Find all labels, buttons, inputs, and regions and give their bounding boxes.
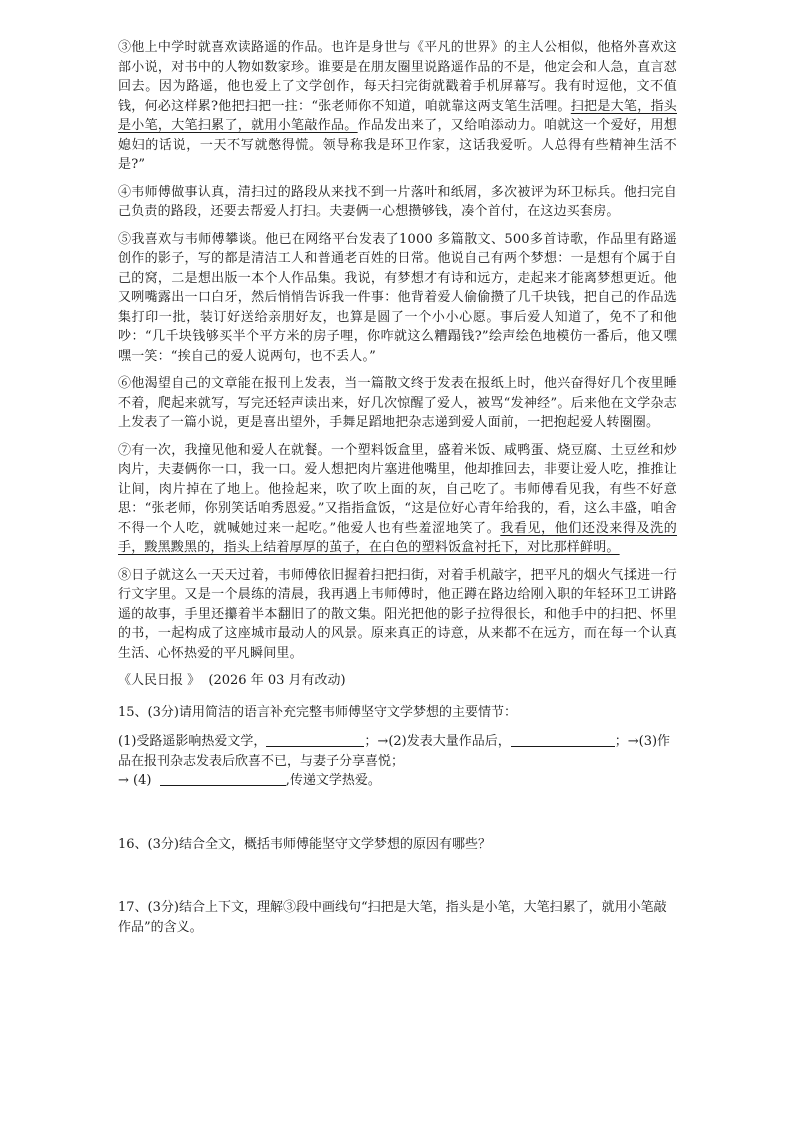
underlined-sentence-p7: 我看见，他们还没来得及洗的手，黢黑黢黑的，指头上结着厚厚的茧子，在白色的塑料饭盒衬托下，对比那样鲜明。 (118, 520, 677, 555)
paragraph-3-text-a: ③他上中学时就喜欢读路遥的作品。也许是身世与《平凡的世界》的主人公相似，他格外喜欢这部小说，对书中的人物如数家珍。谁要是在朋友圈里说路遥作品的不是，他定会和人急，直言怼回去。因为路遥，他也爱上了文学创作，每天扫完街就戳着手机屏幕写。我有时逗他，文不值钱，何必这样累?他把扫把一拄：“张老师你不知道，咱就靠这两支笔生活哩。 (118, 40, 677, 114)
question-15-stem: 15、(3分)请用简洁的语言补充完整韦师傅坚守文学梦想的主要情节： (118, 704, 517, 720)
paragraph-7 (118, 441, 677, 558)
paragraph-8: ⑧日子就这么一天天过着，韦师傅依旧握着扫把扫街，对着手机敲字，把平凡的烟火气揉进一行行文字里。又是一个晨练的清晨，我再遇上韦师傅时，他正蹲在路边给刚入职的年轻环卫工讲路遥的故事，手里还攥着半本翻旧了的散文集。阳光把他的影子拉得很长，和他手中的扫把、怀里的书，一起构成了这座城市最动人的风景。原来真正的诗意，从来都不在远方，而在每一个认真生活、心怀热爱的平凡瞬间里。 (118, 567, 677, 661)
source-note: (2026 年 03 月有改动) (208, 673, 346, 688)
q15-step-4-suffix: ,传递文学热爱。 (285, 773, 381, 788)
paragraph-6: ⑥他渴望自己的文章能在报刊上发表，当一篇散文终于发表在报纸上时，他兴奋得好几个夜里睡不着，爬起来就写，写完还轻声读出来，好几次惊醒了爱人，被骂“发神经”。后来他在文学杂志上发表了一篇小说，更是喜出望外，手舞足蹈地把杂志递到爱人面前，一把抱起爱人转圈圈。 (118, 376, 677, 430)
paragraph-3 (118, 38, 677, 175)
question-16: 16、(3分)结合全文，概括韦师傅能坚守文学梦想的原因有哪些？ (118, 836, 491, 852)
q15-step-3: ；→(3)作品在报刊杂志发表后欣喜不已，与妻子分享喜悦； (118, 734, 671, 769)
question-17: 17、(3分)结合上下文，理解③段中画线句“扫把是大笔，指头是小笔，大笔扫累了，就用小笔敲作品”的含义。 (118, 900, 667, 935)
paragraph-4: ④韦师傅做事认真，清扫过的路段从来找不到一片落叶和纸屑，多次被评为环卫标兵。他扫完自己负责的路段，还要去帮爱人打扫。夫妻俩一心想攒够钱，凑个首付，在这边买套房。 (118, 184, 677, 219)
q15-blank-3[interactable] (160, 771, 286, 786)
q15-blank-2[interactable] (511, 732, 615, 747)
source-name: 《人民日报 》 (118, 673, 201, 688)
paragraph-5: ⑤我喜欢与韦师傅攀谈。他已在网络平台发表了1000 多篇散文、500多首诗歌，作品里有路遥创作的影子，写的都是清洁工人和普通老百姓的日常。他说自己有两个梦想：一是想有个属于自己的窝，二是想出版一本个人作品集。我说，有梦想才有诗和远方，走起来才能离梦想更近。他又咧嘴露出一口白牙，然后悄悄告诉我一件事：他背着爱人偷偷攒了几千块钱，把自己的作品选集打印一批，装订好送给亲朋好友，也算是圆了一个小小心愿。事后爱人知道了，免不了和他吵：“几千块钱够买半个平方米的房子哩，你咋就这么糟蹋钱?”绘声绘色地模仿一番后，他又嘿嘿一笑：“挨自己的爱人说两句，也不丢人。” (118, 231, 677, 364)
q15-step-1: (1)受路遥影响热爱文学， (118, 734, 267, 749)
source-line (118, 671, 677, 691)
q15-blank-1[interactable] (266, 732, 364, 747)
paragraph-7-text-a: ⑦有一次，我撞见他和爱人在就餐。一个塑料饭盒里，盛着米饭、咸鸭蛋、烧豆腐、土豆丝和炒肉片，夫妻俩你一口，我一口。爱人想把肉片塞进他嘴里，他却推回去，非要让爱人吃，推推让让间，肉片掉在了地上。他捡起来，吹了吹上面的灰，自己吃了。韦师傅看见我，有些不好意思：“张老师，你别笑话咱秀恩爱。”又指指盒饭，“这是位好心青年给我的，看，这么丰盛，咱舍不得一个人吃，就喊她过来一起吃。”他爱人也有些羞涩地笑了。 (118, 442, 677, 536)
underlined-sentence-p3: 扫把是大笔，指头是小笔，大笔扫累了，就用小笔敲作品。 (118, 98, 677, 133)
q15-step-4-prefix: → (4) (118, 773, 152, 788)
question-15-answer-block (118, 732, 677, 791)
paragraph-3-text-b: 作品发出来了，又给咱添动力。咱就这一个爱好，用想媳妇的话说，一天不写就憋得慌。领导称我是环卫作家，这话我爱听。人总得有些精神生活不是?” (118, 118, 677, 172)
q15-step-2: ；→(2)发表大量作品后， (364, 734, 511, 749)
